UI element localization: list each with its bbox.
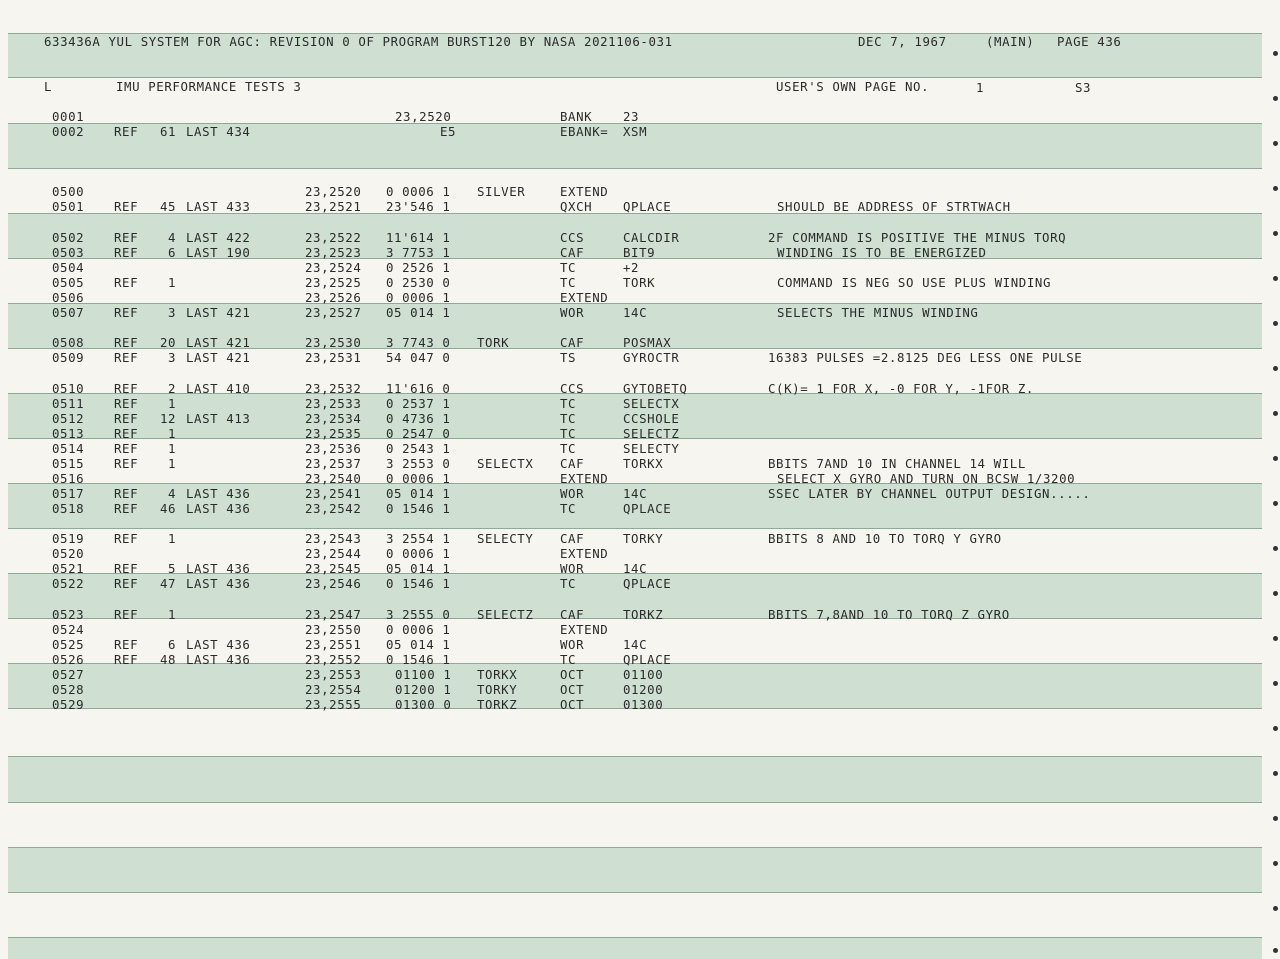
row-line: 0507: [52, 305, 85, 320]
row-operand: 01200: [623, 682, 664, 697]
row-op: TC: [560, 652, 577, 667]
row-cnt: 45: [160, 199, 177, 214]
row-op: EXTEND: [560, 471, 609, 486]
row-addr: 23,2520: [395, 109, 452, 124]
row-addr: 23,2547: [305, 607, 362, 622]
row-operand: 14C: [623, 637, 648, 652]
row-op: WOR: [560, 561, 585, 576]
feed-hole: [1273, 948, 1278, 953]
row-operand: +2: [623, 260, 640, 275]
row-addr: 23,2525: [305, 275, 362, 290]
row-label: TORK: [477, 335, 510, 350]
row-ref: REF: [114, 381, 139, 396]
row-word: 01100 1: [395, 667, 452, 682]
row-cnt: 5: [168, 561, 177, 576]
row-addr: 23,2540: [305, 471, 362, 486]
row-operand: QPLACE: [623, 576, 672, 591]
row-word: 05 014 1: [386, 305, 451, 320]
row-addr: 23,2536: [305, 441, 362, 456]
band-rule: [8, 892, 1262, 893]
row-line: 0511: [52, 396, 85, 411]
row-op: EXTEND: [560, 622, 609, 637]
row-operand: SELECTX: [623, 396, 680, 411]
row-cnt: 1: [168, 607, 177, 622]
feed-hole: [1273, 96, 1278, 101]
feed-hole: [1273, 411, 1278, 416]
row-comment: COMMAND IS NEG SO USE PLUS WINDING: [777, 275, 1052, 290]
row-operand: 14C: [623, 561, 648, 576]
row-word: 3 7743 0: [386, 335, 451, 350]
row-word: 23'546 1: [386, 199, 451, 214]
row-label: SILVER: [477, 184, 526, 199]
row-line: 0510: [52, 381, 85, 396]
row-cnt: 1: [168, 396, 177, 411]
feed-hole: [1273, 861, 1278, 866]
row-word: 0 2530 0: [386, 275, 451, 290]
row-ref: REF: [114, 456, 139, 471]
row-addr: 23,2524: [305, 260, 362, 275]
row-comment: 2F COMMAND IS POSITIVE THE MINUS TORQ: [768, 230, 1067, 245]
row-cnt: 46: [160, 501, 177, 516]
row-word: 0 4736 1: [386, 411, 451, 426]
row-cnt: 20: [160, 335, 177, 350]
row-addr: 23,2531: [305, 350, 362, 365]
row-line: 0505: [52, 275, 85, 290]
row-word: 3 2554 1: [386, 531, 451, 546]
row-addr: 23,2553: [305, 667, 362, 682]
feed-hole: [1273, 231, 1278, 236]
feed-hole: [1273, 141, 1278, 146]
row-ref: REF: [114, 576, 139, 591]
own-page-number: 1: [976, 80, 985, 95]
band-rule: [8, 756, 1262, 757]
log-marker: L: [44, 79, 53, 94]
row-word: 11'614 1: [386, 230, 451, 245]
row-ref: REF: [114, 607, 139, 622]
row-word: 0 0006 1: [386, 622, 451, 637]
row-line: 0517: [52, 486, 85, 501]
row-line: 0513: [52, 426, 85, 441]
feed-hole: [1273, 456, 1278, 461]
row-ref: REF: [114, 561, 139, 576]
row-line: 0529: [52, 697, 85, 712]
row-word: 0 2547 0: [386, 426, 451, 441]
row-ref: REF: [114, 531, 139, 546]
row-addr: 23,2534: [305, 411, 362, 426]
row-word: 11'616 0: [386, 381, 451, 396]
row-last: LAST 410: [186, 381, 251, 396]
row-cnt: 1: [168, 275, 177, 290]
row-word: 54 047 0: [386, 350, 451, 365]
row-last: LAST 436: [186, 652, 251, 667]
row-addr: 23,2537: [305, 456, 362, 471]
row-label: TORKY: [477, 682, 518, 697]
row-line: 0526: [52, 652, 85, 667]
row-line: 0501: [52, 199, 85, 214]
row-op: CAF: [560, 607, 585, 622]
row-op: CAF: [560, 456, 585, 471]
row-addr: 23,2544: [305, 546, 362, 561]
row-cnt: 3: [168, 350, 177, 365]
row-line: 0525: [52, 637, 85, 652]
row-line: 0512: [52, 411, 85, 426]
row-op: TC: [560, 441, 577, 456]
row-addr: 23,2542: [305, 501, 362, 516]
feed-hole: [1273, 726, 1278, 731]
row-operand: QPLACE: [623, 501, 672, 516]
row-comment: BBITS 8 AND 10 TO TORQ Y GYRO: [768, 531, 1002, 546]
row-word: 01300 0: [395, 697, 452, 712]
row-word: 0 1546 1: [386, 501, 451, 516]
row-ref: REF: [114, 335, 139, 350]
row-line: 0518: [52, 501, 85, 516]
row-line: 0515: [52, 456, 85, 471]
listing-date: DEC 7, 1967: [858, 34, 947, 49]
row-ref: REF: [114, 411, 139, 426]
row-line: 0524: [52, 622, 85, 637]
row-op: TC: [560, 501, 577, 516]
row-cnt: 1: [168, 531, 177, 546]
row-line: 0503: [52, 245, 85, 260]
row-label: TORKZ: [477, 697, 518, 712]
row-line: 0502: [52, 230, 85, 245]
row-operand: 01300: [623, 697, 664, 712]
row-op: OCT: [560, 667, 585, 682]
row-comment: 16383 PULSES =2.8125 DEG LESS ONE PULSE: [768, 350, 1083, 365]
row-cnt: 1: [168, 456, 177, 471]
row-line: 0508: [52, 335, 85, 350]
row-op: QXCH: [560, 199, 593, 214]
row-ref: REF: [114, 305, 139, 320]
row-addr: 23,2545: [305, 561, 362, 576]
row-addr: 23,2526: [305, 290, 362, 305]
row-comment: SSEC LATER BY CHANNEL OUTPUT DESIGN.....: [768, 486, 1091, 501]
row-line: 0002: [52, 124, 85, 139]
row-op: CAF: [560, 531, 585, 546]
row-operand: 23: [623, 109, 640, 124]
row-addr: 23,2521: [305, 199, 362, 214]
row-cnt: 6: [168, 245, 177, 260]
row-word: 05 014 1: [386, 486, 451, 501]
row-op: BANK: [560, 109, 593, 124]
feed-hole: [1273, 816, 1278, 821]
row-ref: REF: [114, 652, 139, 667]
row-ref: REF: [114, 637, 139, 652]
row-op: EXTEND: [560, 290, 609, 305]
row-word: 3 7753 1: [386, 245, 451, 260]
row-operand: SELECTZ: [623, 426, 680, 441]
row-op: TC: [560, 396, 577, 411]
feed-hole: [1273, 321, 1278, 326]
row-label: SELECTY: [477, 531, 534, 546]
row-label: TORKX: [477, 667, 518, 682]
row-word: 0 2526 1: [386, 260, 451, 275]
row-operand: 01100: [623, 667, 664, 682]
row-addr: 23,2541: [305, 486, 362, 501]
row-last: LAST 413: [186, 411, 251, 426]
row-operand: QPLACE: [623, 199, 672, 214]
row-cnt: 47: [160, 576, 177, 591]
row-addr: 23,2533: [305, 396, 362, 411]
feed-hole: [1273, 591, 1278, 596]
row-comment: SHOULD BE ADDRESS OF STRTWACH: [777, 199, 1011, 214]
row-op: TC: [560, 275, 577, 290]
row-op: TC: [560, 260, 577, 275]
row-ref: REF: [114, 441, 139, 456]
band-rule: [8, 937, 1262, 938]
row-line: 0520: [52, 546, 85, 561]
row-word: 0 0006 1: [386, 546, 451, 561]
row-operand: TORK: [623, 275, 656, 290]
feed-hole: [1273, 681, 1278, 686]
row-label: SELECTX: [477, 456, 534, 471]
row-word: 0 2543 1: [386, 441, 451, 456]
row-word: 0 0006 1: [386, 290, 451, 305]
row-addr: 23,2520: [305, 184, 362, 199]
row-addr: 23,2552: [305, 652, 362, 667]
row-line: 0522: [52, 576, 85, 591]
row-cnt: 48: [160, 652, 177, 667]
row-ref: REF: [114, 486, 139, 501]
row-line: 0528: [52, 682, 85, 697]
row-word: 0 1546 1: [386, 652, 451, 667]
row-line: 0504: [52, 260, 85, 275]
row-line: 0519: [52, 531, 85, 546]
row-word: 0 0006 1: [386, 471, 451, 486]
row-operand: QPLACE: [623, 652, 672, 667]
feed-hole: [1273, 186, 1278, 191]
feed-hole: [1273, 366, 1278, 371]
row-cnt: 2: [168, 381, 177, 396]
row-cnt: 1: [168, 441, 177, 456]
row-line: 0523: [52, 607, 85, 622]
row-word: 0 2537 1: [386, 396, 451, 411]
section-code: S3: [1075, 80, 1092, 95]
row-comment: BBITS 7AND 10 IN CHANNEL 14 WILL: [768, 456, 1026, 471]
row-cnt: 1: [168, 426, 177, 441]
row-operand: CALCDIR: [623, 230, 680, 245]
row-operand: GYROCTR: [623, 350, 680, 365]
row-line: 0514: [52, 441, 85, 456]
greenbar-band: [8, 756, 1262, 802]
row-word: 05 014 1: [386, 637, 451, 652]
row-word: 0 0006 1: [386, 184, 451, 199]
row-last: LAST 436: [186, 637, 251, 652]
row-ref: REF: [114, 426, 139, 441]
band-rule: [8, 303, 1262, 304]
row-addr: 23,2527: [305, 305, 362, 320]
row-addr: 23,2523: [305, 245, 362, 260]
row-line: 0521: [52, 561, 85, 576]
row-op: EBANK=: [560, 124, 609, 139]
row-op: TC: [560, 576, 577, 591]
greenbar-band: [8, 937, 1262, 959]
row-op: EXTEND: [560, 184, 609, 199]
row-word: 01200 1: [395, 682, 452, 697]
row-comment: SELECTS THE MINUS WINDING: [777, 305, 979, 320]
row-ref: REF: [114, 199, 139, 214]
row-addr: 23,2550: [305, 622, 362, 637]
band-rule: [8, 168, 1262, 169]
feed-hole: [1273, 546, 1278, 551]
row-addr: 23,2530: [305, 335, 362, 350]
row-op: OCT: [560, 697, 585, 712]
row-operand: BIT9: [623, 245, 656, 260]
row-cnt: 4: [168, 230, 177, 245]
row-ref: REF: [114, 245, 139, 260]
row-operand: TORKX: [623, 456, 664, 471]
row-op: CAF: [560, 245, 585, 260]
row-op: CCS: [560, 381, 585, 396]
row-last: LAST 422: [186, 230, 251, 245]
row-line: 0506: [52, 290, 85, 305]
row-last: LAST 436: [186, 576, 251, 591]
row-line: 0527: [52, 667, 85, 682]
row-op: TC: [560, 411, 577, 426]
row-cnt: 4: [168, 486, 177, 501]
feed-hole: [1273, 771, 1278, 776]
row-comment: BBITS 7,8AND 10 TO TORQ Z GYRO: [768, 607, 1010, 622]
row-operand: CCSHOLE: [623, 411, 680, 426]
row-addr: 23,2555: [305, 697, 362, 712]
row-last: LAST 421: [186, 305, 251, 320]
row-word: 0 1546 1: [386, 576, 451, 591]
row-cnt: 6: [168, 637, 177, 652]
row-op: WOR: [560, 637, 585, 652]
feed-hole: [1273, 276, 1278, 281]
row-line: 0516: [52, 471, 85, 486]
row-op: TS: [560, 350, 577, 365]
row-comment: WINDING IS TO BE ENERGIZED: [777, 245, 987, 260]
row-operand: GYTOBETQ: [623, 381, 688, 396]
row-ref: REF: [114, 501, 139, 516]
row-last: LAST 190: [186, 245, 251, 260]
row-cnt: 12: [160, 411, 177, 426]
row-label: SELECTZ: [477, 607, 534, 622]
row-op: OCT: [560, 682, 585, 697]
row-line: 0509: [52, 350, 85, 365]
row-last: LAST 436: [186, 486, 251, 501]
row-operand: 14C: [623, 486, 648, 501]
band-rule: [8, 802, 1262, 803]
log-section-title: IMU PERFORMANCE TESTS 3: [116, 79, 302, 94]
row-ref: REF: [114, 275, 139, 290]
row-op: TC: [560, 426, 577, 441]
row-addr: 23,2522: [305, 230, 362, 245]
row-operand: 14C: [623, 305, 648, 320]
feed-hole: [1273, 906, 1278, 911]
row-addr: 23,2543: [305, 531, 362, 546]
row-last: LAST 433: [186, 199, 251, 214]
row-addr: 23,2551: [305, 637, 362, 652]
row-last: LAST 421: [186, 335, 251, 350]
row-line: 0500: [52, 184, 85, 199]
row-op: CCS: [560, 230, 585, 245]
row-operand: SELECTY: [623, 441, 680, 456]
row-ref: REF: [114, 124, 139, 139]
feed-hole: [1273, 501, 1278, 506]
listing-section: (MAIN): [986, 34, 1035, 49]
row-word: 3 2555 0: [386, 607, 451, 622]
row-op: CAF: [560, 335, 585, 350]
row-comment: SELECT X GYRO AND TURN ON BCSW 1/3200: [777, 471, 1076, 486]
row-addr: 23,2554: [305, 682, 362, 697]
listing-page-number: PAGE 436: [1057, 34, 1122, 49]
own-page-label: USER'S OWN PAGE NO.: [776, 79, 930, 94]
row-last: LAST 436: [186, 561, 251, 576]
row-line: 0001: [52, 109, 85, 124]
row-op: EXTEND: [560, 546, 609, 561]
band-rule: [8, 847, 1262, 848]
row-last: LAST 436: [186, 501, 251, 516]
row-addr: 23,2546: [305, 576, 362, 591]
row-cnt: 3: [168, 305, 177, 320]
row-ref: REF: [114, 396, 139, 411]
row-operand: TORKZ: [623, 607, 664, 622]
row-addr: 23,2532: [305, 381, 362, 396]
row-comment: C(K)= 1 FOR X, -0 FOR Y, -1FOR Z.: [768, 381, 1034, 396]
row-addr: 23,2535: [305, 426, 362, 441]
row-word: E5: [440, 124, 457, 139]
listing-header-title: 633436A YUL SYSTEM FOR AGC: REVISION 0 OF PROGRAM BURST120 BY NASA 2021106-031: [44, 34, 673, 49]
row-operand: XSM: [623, 124, 648, 139]
feed-hole: [1273, 636, 1278, 641]
band-rule: [8, 528, 1262, 529]
greenbar-band: [8, 847, 1262, 892]
band-rule: [8, 77, 1262, 78]
row-ref: REF: [114, 230, 139, 245]
row-op: WOR: [560, 486, 585, 501]
row-word: 3 2553 0: [386, 456, 451, 471]
row-last: LAST 421: [186, 350, 251, 365]
row-operand: POSMAX: [623, 335, 672, 350]
row-op: WOR: [560, 305, 585, 320]
feed-hole: [1273, 51, 1278, 56]
row-last: LAST 434: [186, 124, 251, 139]
row-ref: REF: [114, 350, 139, 365]
row-cnt: 61: [160, 124, 177, 139]
row-word: 05 014 1: [386, 561, 451, 576]
row-operand: TORKY: [623, 531, 664, 546]
